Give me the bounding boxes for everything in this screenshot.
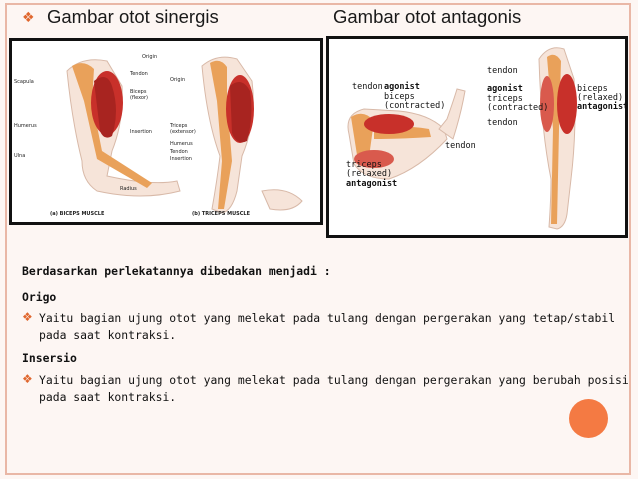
synergist-muscle-image [9,38,323,225]
label-ulna: Ulna [14,153,26,159]
label-biceps-contracted: biceps (contracted) [384,92,446,111]
label-insertion-2: Insertion [170,156,192,162]
label-triceps-extensor: Triceps (extensor) [170,123,196,135]
caption-triceps: (b) TRICEPS MUSCLE [192,211,251,217]
origo-title: Origo [22,290,57,304]
origo-line-2: pada saat kontraksi. [39,328,177,342]
label-radius: Radius [120,186,137,192]
diamond-bullet-icon: ❖ [22,310,33,324]
label-tendon-mid: tendon [445,141,476,151]
intro-text: Berdasarkan perlekatannya dibedakan menjadi : [22,264,331,278]
label-tendon-top-right: tendon [487,66,518,76]
label-tendon-right: tendon [487,118,518,128]
label-biceps-relaxed: biceps (relaxed) [577,84,624,103]
arm-illustration-synergist [12,41,320,222]
label-triceps-contracted: triceps (contracted) [487,94,549,113]
label-origin-2: Origin [170,77,186,83]
label-agonist-right: agonist [487,84,523,94]
label-tendon-top-left: tendon [352,82,383,92]
label-tendon-1: Tendon [130,71,148,77]
origo-line-1: Yaitu bagian ujung otot yang melekat pada tulang dengan pergerakan yang tetap/stabil [39,311,616,325]
label-humerus-2: Humerus [170,141,193,147]
heading-antagonist: Gambar otot antagonis [333,6,522,27]
label-tendon-2: Tendon [170,149,188,155]
label-triceps-relaxed: triceps (relaxed) [346,160,393,179]
label-agonist-left: agonist [384,82,420,92]
antagonist-muscle-image [326,36,628,238]
heading-synergist: Gambar otot sinergis [47,6,219,27]
label-scapula: Scapula [14,79,34,85]
insersio-title: Insersio [22,351,77,365]
caption-biceps: (a) BICEPS MUSCLE [50,211,105,217]
decorative-orange-circle [569,399,608,438]
label-humerus-1: Humerus [14,123,37,129]
label-antagonist-right: antagonist [577,102,629,112]
diamond-bullet-icon: ❖ [22,372,33,386]
diamond-bullet-icon: ❖ [22,10,35,26]
label-biceps-flexor: Biceps (flexor) [130,89,148,101]
label-origin-1: Origin [142,54,158,60]
arm-illustration-antagonist [329,39,625,235]
label-insertion-1: Insertion [130,129,152,135]
insersio-line-1: Yaitu bagian ujung otot yang melekat pada tulang dengan pergerakan yang berubah posisi [39,373,629,387]
insersio-line-2: pada saat kontraksi. [39,390,177,404]
label-antagonist-left: antagonist [346,179,398,189]
